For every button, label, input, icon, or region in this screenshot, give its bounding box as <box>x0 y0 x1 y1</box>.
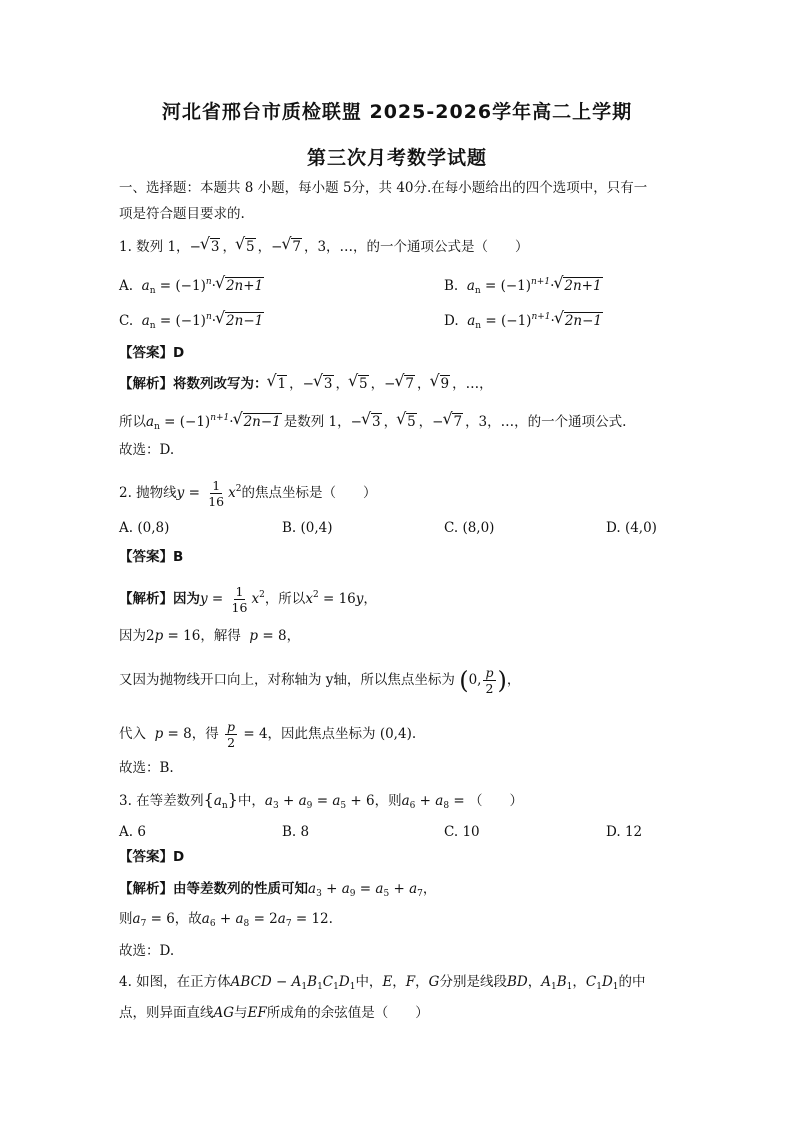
q4-line1-mid: 中， <box>355 974 383 990</box>
q2-stem-prefix: 2. 抛物线 <box>119 485 177 501</box>
q1-stem: 1. 数列 1，−√ 3 ，√ 5 ，−√ 7 ，3，…，的一个通项公式是（ ） <box>119 237 529 257</box>
q4-line1-end: 的中 <box>618 974 646 990</box>
q1-option-c-label: C. <box>119 313 134 329</box>
q3-stem-mid: 中， <box>237 793 265 809</box>
q3-analysis-line1: 【解析】由等差数列的性质可知$a_3 + a_9 = a_5 + a_7$， <box>119 881 437 899</box>
q1-analysis-prefix: 【解析】将数列改写为： <box>119 376 268 392</box>
q3-answer: 【答案】D <box>119 849 185 865</box>
q1-analysis-line2: 所以$a_n = (-1)^{n+1}\cdot√$ 2n−1 是数列 1，−√ 3 ，√ 5 ，−√ 7 ，3，…，的一个通项公式. <box>119 408 626 437</box>
q2-a2-prefix: 因为 <box>119 628 146 644</box>
q3-option-b <box>282 822 309 842</box>
q2-option-b-label: B. <box>282 520 297 536</box>
q1-option-a-radicand: 2n+1 <box>225 278 264 294</box>
q3-a1-prefix: 【解析】由等差数列的性质可知 <box>119 881 308 897</box>
q3-option-c-value: 10 <box>462 824 480 840</box>
q4-line2-prefix: 点，则异面直线 <box>119 1005 214 1021</box>
q2-a3: 又因为抛物线开口向上，对称轴为 y轴，所以焦点坐标为 <box>119 672 455 688</box>
q3-stem-prefix: 3. 在等差数列 <box>119 793 204 809</box>
q2-a2-mid: ，解得 <box>200 628 241 644</box>
q2-a4-mid2: ，因此焦点坐标为 <box>267 726 376 742</box>
section-heading-line2: 项是符合题目要求的. <box>119 206 245 222</box>
q2-a4-end: . <box>411 726 417 742</box>
q1-analysis-suffix: ，…， <box>452 376 493 392</box>
q1-option-b: B. $a_n = (-1)^{n+1}\cdot√$ 2n+1 <box>444 272 605 301</box>
q2-option-c-value: (8,0) <box>462 520 495 536</box>
section-heading-line1: 一、选择题：本题共 8 小题，每小题 5分，共 40分.在每小题给出的四个选项中，只有一 <box>119 180 648 196</box>
q1-answer: 【答案】D <box>119 345 185 361</box>
q2-a1-prefix: 【解析】因为 <box>119 591 200 607</box>
q3-a2-mid: ，故 <box>174 911 202 927</box>
q2-answer: 【答案】B <box>119 549 184 565</box>
q3-option-a-value: 6 <box>137 824 146 840</box>
q1-option-d-radicand: 2n−1 <box>564 313 602 329</box>
q3-option-c-label: C. <box>444 824 459 840</box>
q1-option-d-exp: n+1 <box>531 312 551 322</box>
q2-analysis-line4: 代入 p = 8，得 $\frac{p}{2}$ = 4，因此焦点坐标为 (0,4). <box>119 719 417 750</box>
q1-stem-suffix: ，3，…，的一个通项公式是（ ） <box>303 239 529 255</box>
q1-option-b-label: B. <box>444 278 459 294</box>
q1-option-a: A. $a_n = (-1)^n\cdot√$ 2n+1 <box>119 272 266 301</box>
q2-conclusion: 故选：B. <box>119 760 174 776</box>
q2-a2-end: ， <box>286 628 301 644</box>
q3-stem: 3. 在等差数列$\{a_n\}$中，$a_3 + a_9 = a_5 + 6$，则$a_6 + a_8$ = （ ） <box>119 790 523 811</box>
q2-option-a-value: (0,8) <box>137 520 170 536</box>
q3-stem-end: （ ） <box>469 793 523 809</box>
q4-line1-prefix: 4. 如图，在正方体 <box>119 974 231 990</box>
q2-option-b-value: (0,4) <box>300 520 333 536</box>
q1-line2-prefix: 所以 <box>119 414 146 430</box>
q3-option-a <box>119 822 146 842</box>
q4-line2-mid: 与 <box>234 1005 248 1021</box>
q3-conclusion: 故选：D. <box>119 943 175 959</box>
q2-option-c <box>444 518 494 538</box>
q2-option-b <box>282 518 333 538</box>
q3-option-d-value: 12 <box>624 824 643 840</box>
q2-option-d-value: (4,0) <box>624 520 657 536</box>
document-title-line2: 第三次月考数学试题 <box>306 147 487 169</box>
q2-a4-prefix: 代入 <box>119 726 146 742</box>
q3-option-c <box>444 822 480 842</box>
q1-analysis-line1: 【解析】将数列改写为：√ 1 ，−√ 3 ，√ 5 ，−√ 7 ，√ 9 ，…， <box>119 374 493 394</box>
q1-line2-suffix: 是数列 1， <box>283 414 351 430</box>
q1-option-c-radicand: 2n−1 <box>226 313 264 329</box>
q1-option-b-radicand: 2n+1 <box>564 278 602 294</box>
document-title-line1: 河北省邢台市质检联盟 2025-2026学年高二上学期 <box>161 101 633 123</box>
q2-a1-end: ， <box>363 591 377 607</box>
q2-analysis-line3: 又因为抛物线开口向上，对称轴为 y轴，所以焦点坐标为 (0, $\frac{p}{2}$ )， <box>119 665 521 696</box>
q1-line2-end: ，3，…，的一个通项公式. <box>465 414 627 430</box>
q3-stem-mid2: ，则 <box>374 793 402 809</box>
q1-option-a-label: A. <box>119 278 134 294</box>
q1-stem-prefix: 1. 数列 1， <box>119 239 190 255</box>
q4-line1-mid2: 分别是线段 <box>439 974 507 990</box>
q3-option-d <box>606 822 642 842</box>
q1-option-d: D. $a_n = (-1)^{n+1}\cdot√$ 2n−1 <box>444 307 605 336</box>
q2-a3-end: ， <box>506 672 521 688</box>
q3-option-b-label: B. <box>282 824 297 840</box>
q4-line2-end: 所成角的余弦值是（ ） <box>266 1005 429 1021</box>
q1-option-c: C. $a_n = (-1)^n\cdot√$ 2n−1 <box>119 307 266 336</box>
q1-conclusion: 故选：D. <box>119 442 175 458</box>
q2-option-a-label: A. <box>119 520 134 536</box>
q1-option-b-exp: n+1 <box>531 277 551 287</box>
q3-a1-end: ， <box>422 881 437 897</box>
q2-option-d-label: D. <box>606 520 621 536</box>
q2-analysis-line2: 因为2p = 16，解得 p = 8， <box>119 628 301 644</box>
q3-a2-prefix: 则 <box>119 911 133 927</box>
q3-analysis-line2: 则$a_7 = 6$，故$a_6 + a_8 = 2a_7 = 12$. <box>119 911 333 929</box>
q2-option-d <box>606 518 657 538</box>
q3-option-b-value: 8 <box>300 824 310 840</box>
q2-stem-suffix: 的焦点坐标是（ ） <box>241 485 377 501</box>
q2-option-c-label: C. <box>444 520 459 536</box>
q2-option-a <box>119 518 169 538</box>
q3-option-d-label: D. <box>606 824 621 840</box>
q4-stem-line2: 点，则异面直线AG与EF所成角的余弦值是（ ） <box>119 1005 429 1021</box>
q3-option-a-label: A. <box>119 824 134 840</box>
q2-a1-mid: ，所以 <box>264 591 306 607</box>
q4-stem-line1: 4. 如图，在正方体ABCD − $A_1B_1C_1D_1$中，E，F，G分别是线段BD，$A_1B_1$，$C_1D_1$的中 <box>119 974 646 992</box>
q2-analysis-line1: 【解析】因为y = $\frac{1}{16}$ $x^2$，所以$x^2 = 16y$， <box>119 584 377 615</box>
q1-option-c-exp: n <box>205 312 212 322</box>
q2-a4-mid: ，得 <box>191 726 219 742</box>
q1-option-a-exp: n <box>205 277 212 287</box>
q3-a2-end: . <box>328 911 333 927</box>
q1-option-d-label: D. <box>444 313 459 329</box>
q2-stem: 2. 抛物线y = $\frac{1}{16}$ $x^2$的焦点坐标是（ ） <box>119 478 377 509</box>
